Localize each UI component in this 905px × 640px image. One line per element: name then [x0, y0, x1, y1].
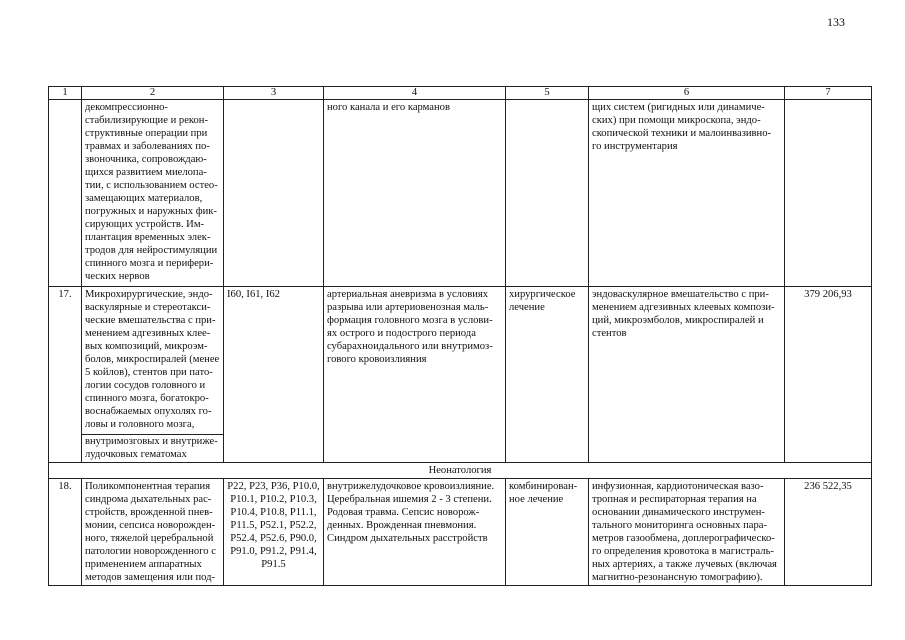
treatment-type: хирургическое лечение — [509, 289, 576, 313]
column-header-3: 3 — [224, 87, 324, 100]
treatment-type: комбинирован- ное лечение — [509, 481, 578, 505]
procedure-name: Поликомпонентная терапия синдрома дыхательных рас- стройств, врожденной пнев- монии, сепсиса новорожден- ного, тяжелой церебральной патологии новорожденного с применением аппаратных методов замещения или под- — [85, 481, 216, 583]
treatment-method: щих систем (ригидных или динамиче- ских) при помощи микроскопа, эндо- скопической техники и малоинвазивно- го инструментария — [592, 102, 772, 152]
section-title: Неонатология — [49, 463, 872, 479]
row-number — [49, 100, 82, 287]
column-header-2: 2 — [82, 87, 224, 100]
treatment-method: эндоваскулярное вмешательство с при- менением адгезивных клеевых компози- ций, микроэмболов, микроспиралей и стентов — [592, 289, 775, 339]
column-header-1: 1 — [49, 87, 82, 100]
procedure-name-continued: внутримозговых и внутриже- лудочковых гематомах — [82, 434, 223, 461]
procedure-name: Микрохирургические, эндо- васкулярные и стереотакси- ческие вмешательства с при- менением адгезивных клее- вых композиций, микроэм- болов, микроспиралей (менее 5 койлов), стентов при пато- логии сосудов головного и спинного мозга, богатокро- воснабжаемых опухолях го- ловы и головного мозга, — [85, 289, 220, 430]
diagnosis: внутрижелудочковое кровоизлияние. Церебральная ишемия 2 - 3 степени. Родовая травма. Сепсис новорож- денных. Врожденная пневмония. Синдром дыхательных расстройств — [327, 481, 495, 544]
procedures-table — [48, 86, 872, 586]
icd-codes: P22, P23, P36, P10.0, P10.1, P10.2, P10.3, P10.4, P10.8, P11.1, P11.5, P52.1, P52.2, P52.4, P52.6, P90.0, P91.0, P91.2, P91.4, P91.5 — [227, 481, 320, 570]
cost: 379 206,93 — [804, 289, 852, 300]
column-header-5: 5 — [506, 87, 589, 100]
page-number: 133 — [827, 15, 845, 29]
diagnosis: ного канала и его карманов — [327, 102, 450, 113]
table-row — [49, 287, 872, 463]
procedure-name: декомпрессионно- стабилизирующие и рекон- структивные операции при травмах и заболеваниях по- звоночника, сопровождаю- щихся развитием миелопа- тии, с использованием остео- замещающих материалов, погружных и наружных фик- сирующих устройств. Им- плантация временных элек- тродов для нейростимуляции спинного мозга и перифери- ческих нервов — [85, 102, 218, 282]
row-number: 18. — [49, 479, 82, 586]
treatment-method: инфузионная, кардиотоническая вазо- тропная и респираторная терапия на основании динамического инструмен- тального мониторинга основных пара- метров газообмена, доплерографическо- го определения кровотока в магистраль- ных артериях, а также лучевых (включая магнитно-резонансную томографию). — [592, 481, 777, 583]
column-header-7: 7 — [785, 87, 872, 100]
table-row — [49, 100, 872, 287]
column-number-header-row — [49, 87, 872, 100]
cost: 236 522,35 — [804, 481, 852, 492]
column-header-4: 4 — [324, 87, 506, 100]
diagnosis: артериальная аневризма в условиях разрыва или артериовенозная маль- формация головного мозга в услови- ях острого и подострого периода субарахноидального или внутримоз- гового кровоизлияния — [327, 289, 493, 365]
table-row — [49, 479, 872, 586]
section-row — [49, 463, 872, 479]
column-header-6: 6 — [589, 87, 785, 100]
row-number: 17. — [49, 287, 82, 463]
icd-codes: I60, I61, I62 — [227, 289, 280, 300]
